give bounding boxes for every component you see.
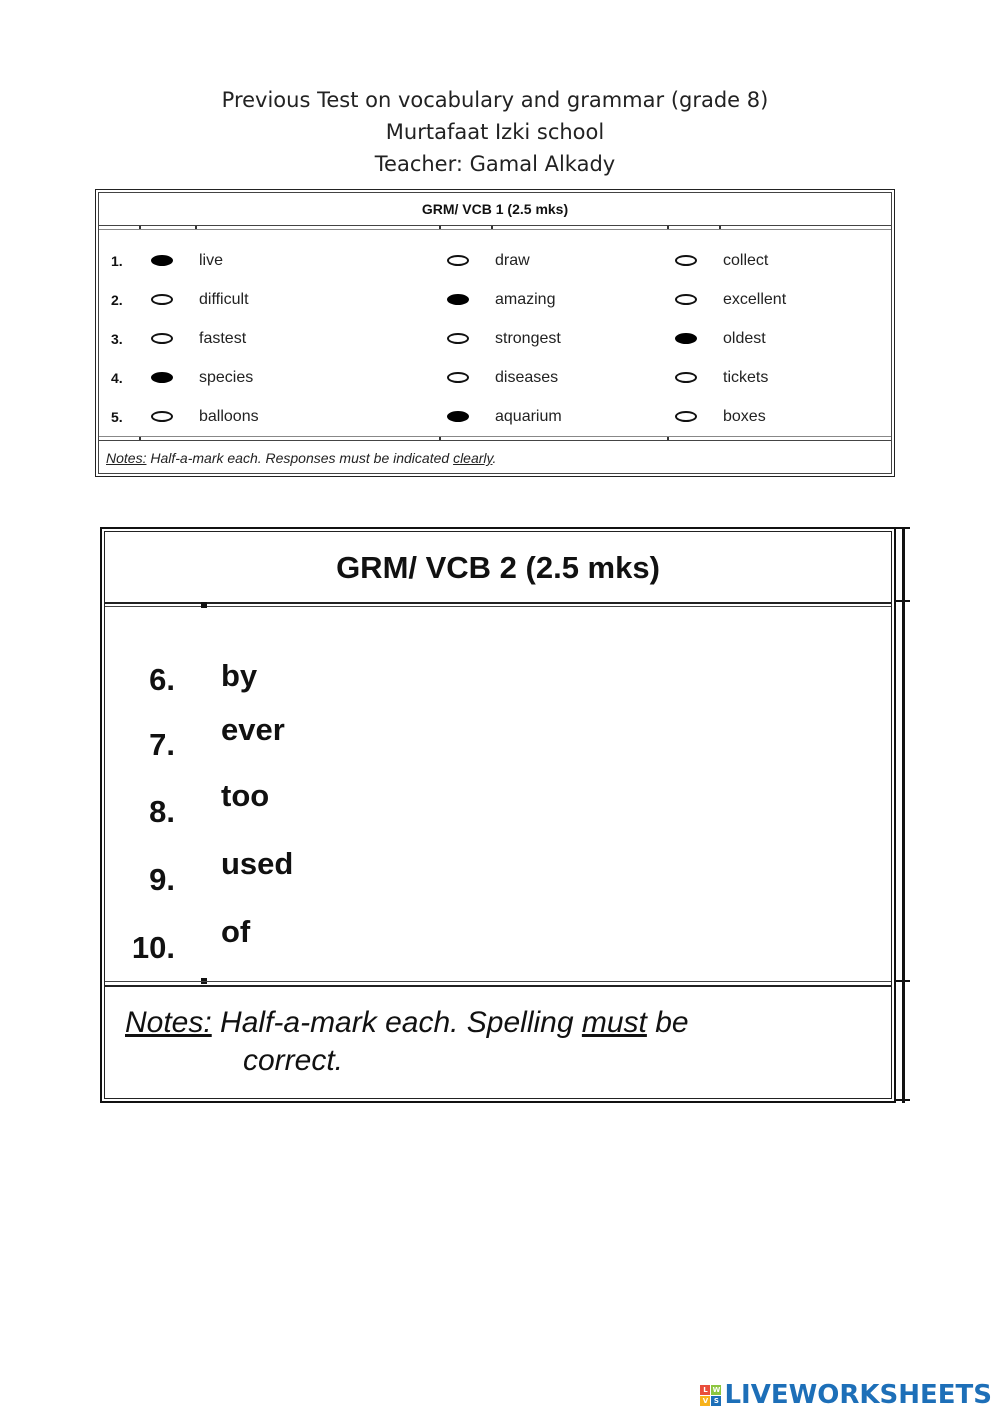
- option-word: fastest: [199, 330, 247, 347]
- answer-bubble-empty[interactable]: [675, 255, 697, 266]
- logo-square: W: [712, 1385, 721, 1394]
- answer-bubble-empty[interactable]: [151, 294, 173, 305]
- answer-bubble-filled[interactable]: [151, 255, 173, 266]
- logo-square: S: [711, 1396, 721, 1406]
- answer-number: 10.: [131, 930, 175, 965]
- answer-bubble-filled[interactable]: [151, 372, 173, 383]
- table1-notes: [106, 450, 496, 466]
- question-number: 3.: [111, 331, 123, 347]
- question-number: 4.: [111, 370, 123, 386]
- logo-square: L: [700, 1385, 710, 1395]
- answer-bubble-filled[interactable]: [675, 333, 697, 344]
- answer-bubble-empty[interactable]: [447, 372, 469, 383]
- question-row: [99, 251, 891, 290]
- answer-number: 8.: [149, 794, 175, 829]
- question-row: [99, 368, 891, 407]
- question-number: 2.: [111, 292, 123, 308]
- answer-bubble-filled[interactable]: [447, 411, 469, 422]
- option-word: boxes: [723, 408, 766, 425]
- liveworksheets-text: LIVEWORKSHEETS: [724, 1380, 992, 1410]
- question-row: [99, 329, 891, 368]
- option-word: excellent: [723, 291, 787, 308]
- option-word: diseases: [495, 369, 559, 386]
- table2-notes-text: Half-a-mark each. Spelling: [211, 1006, 582, 1039]
- test-title: Previous Test on vocabulary and grammar (grade 8): [221, 88, 769, 112]
- table2-notes-text2: be: [646, 1006, 689, 1039]
- teacher-name: Teacher: Gamal Alkady: [374, 152, 616, 176]
- answer-bubble-empty[interactable]: [675, 411, 697, 422]
- option-word: difficult: [199, 291, 249, 308]
- option-word: balloons: [199, 408, 259, 425]
- answer-bubble-empty[interactable]: [675, 294, 697, 305]
- option-word: tickets: [723, 369, 769, 386]
- option-word: oldest: [723, 330, 766, 347]
- answer-word: too: [221, 778, 270, 813]
- school-name: Murtafaat Izki school: [385, 120, 605, 144]
- answer-bubble-empty[interactable]: [151, 333, 173, 344]
- answer-number: 7.: [149, 727, 175, 762]
- table1-notes-emphasis: clearly: [453, 450, 493, 466]
- question-number: 5.: [111, 409, 123, 425]
- question-row: [99, 290, 891, 329]
- option-word: strongest: [495, 330, 561, 347]
- answer-bubble-filled[interactable]: [447, 294, 469, 305]
- answer-number: 6.: [149, 662, 175, 697]
- table1-title: GRM/ VCB 1 (2.5 mks): [421, 201, 569, 217]
- option-word: aquarium: [495, 408, 562, 425]
- grm-vcb-1-table: [95, 189, 895, 477]
- table2-notes-line2: correct.: [243, 1044, 344, 1077]
- document-header: [0, 84, 990, 180]
- answer-bubble-empty[interactable]: [447, 255, 469, 266]
- answer-bubble-empty[interactable]: [675, 372, 697, 383]
- option-word: species: [199, 369, 254, 386]
- answer-word: ever: [221, 712, 285, 747]
- answer-number: 9.: [149, 862, 175, 897]
- answer-word: of: [221, 914, 251, 949]
- liveworksheets-logo-icon: [700, 1385, 721, 1406]
- liveworksheets-logo: [700, 1378, 992, 1412]
- option-word: amazing: [495, 291, 556, 308]
- option-word: live: [199, 252, 224, 269]
- grm-vcb-2-table: [100, 527, 896, 1103]
- option-word: collect: [723, 252, 769, 269]
- table1-notes-label: Notes:: [106, 450, 147, 466]
- question-number: 1.: [111, 253, 123, 269]
- table2-notes: [125, 1004, 689, 1080]
- table2-notes-emphasis: must: [581, 1006, 647, 1039]
- answer-word: by: [221, 658, 258, 693]
- answer-bubble-empty[interactable]: [151, 411, 173, 422]
- logo-square: V: [700, 1396, 710, 1406]
- option-word: draw: [495, 252, 530, 269]
- answer-word: used: [221, 846, 294, 881]
- table2-right-border-extension: [902, 527, 905, 1103]
- table1-notes-text: Half-a-mark each. Responses must be indicated: [146, 450, 454, 466]
- table2-title: GRM/ VCB 2 (2.5 mks): [336, 550, 660, 585]
- table1-notes-end: .: [492, 450, 497, 466]
- answer-bubble-empty[interactable]: [447, 333, 469, 344]
- table2-notes-label: Notes:: [125, 1006, 212, 1039]
